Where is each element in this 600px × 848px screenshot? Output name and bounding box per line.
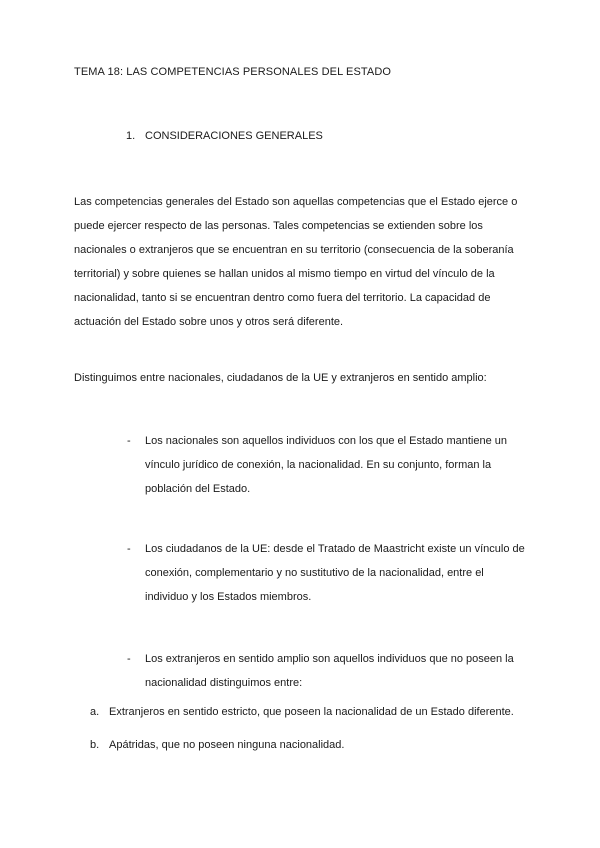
bullet-item-extranjeros [127, 647, 527, 695]
section-number: 1. [126, 130, 136, 142]
bullet-text: Los ciudadanos de la UE: desde el Tratado de Maastricht existe un vínculo de conexión, complementario y no sustitutivo de la nacionalidad, entre el individuo y los Estados miembros. [145, 543, 525, 603]
paragraph-intro: Las competencias generales del Estado son aquellas competencias que el Estado ejerce o puede ejercer respecto de las personas. Tales competencias se extienden sobre los nacionales o extranjeros que se encuentran en su territorio (consecuencia de la soberanía territorial) y sobre quienes se hallan unidos al mismo tiempo en virtud del vínculo de la nacionalidad, tanto si se encuentran dentro como fuera del territorio. La capacidad de actuación del Estado sobre unos y otros será diferente. [74, 196, 518, 328]
bullet-text: Los extranjeros en sentido amplio son aquellos individuos que no poseen la nacionalidad distinguimos entre: [145, 653, 514, 689]
document-title: TEMA 18: LAS COMPETENCIAS PERSONALES DEL ESTADO [74, 66, 392, 78]
bullet-marker: - [127, 543, 131, 555]
section-heading-text: CONSIDERACIONES GENERALES [145, 130, 323, 142]
lettered-item-text: Extranjeros en sentido estricto, que poseen la nacionalidad de un Estado diferente. [109, 706, 514, 718]
lettered-item-b [90, 733, 530, 757]
bullet-item-nacionales [127, 429, 527, 501]
paragraph-distinction: Distinguimos entre nacionales, ciudadanos de la UE y extranjeros en sentido amplio: [74, 372, 487, 384]
lettered-item-a [90, 700, 530, 724]
lettered-item-text: Apátridas, que no poseen ninguna nacionalidad. [109, 739, 345, 751]
list-letter: b. [90, 739, 100, 751]
bullet-marker: - [127, 435, 131, 447]
bullet-text: Los nacionales son aquellos individuos con los que el Estado mantiene un vínculo jurídico de conexión, la nacionalidad. En su conjunto, forman la población del Estado. [145, 435, 508, 495]
bullet-marker: - [127, 653, 131, 665]
list-letter: a. [90, 706, 100, 718]
bullet-item-ciudadanos-ue [127, 537, 527, 609]
section-heading [126, 130, 323, 142]
